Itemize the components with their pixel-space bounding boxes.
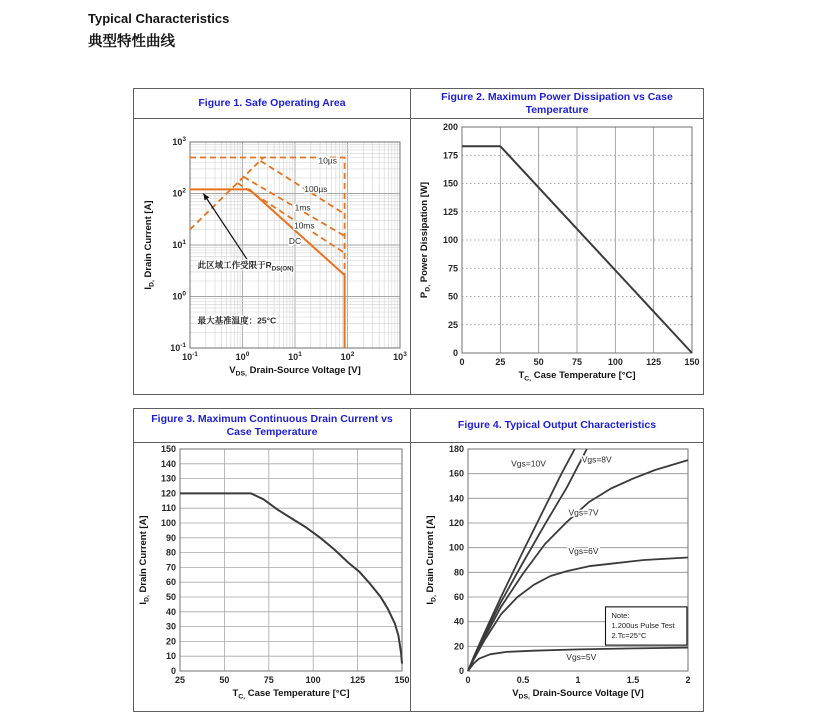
svg-text:1.5: 1.5 xyxy=(626,675,640,685)
svg-text:25: 25 xyxy=(174,675,186,685)
svg-text:50: 50 xyxy=(219,675,230,685)
svg-text:0: 0 xyxy=(465,675,471,685)
svg-text:0: 0 xyxy=(452,348,458,358)
svg-text:0: 0 xyxy=(458,666,464,676)
svg-text:125: 125 xyxy=(646,357,662,367)
svg-text:60: 60 xyxy=(453,592,464,602)
svg-text:PD, Power Dissipation [W]: $P_{D,}$ Power Dissipation [W] xyxy=(419,181,432,299)
svg-text:103: $10^3$ xyxy=(393,351,407,362)
svg-text:50: 50 xyxy=(447,291,458,302)
svg-text:101: $10^1$ xyxy=(288,351,302,362)
svg-text:140: 140 xyxy=(448,493,464,504)
svg-text:10µs: 10µs xyxy=(318,155,338,166)
svg-text:0: 0 xyxy=(170,666,176,676)
svg-text:90: 90 xyxy=(165,532,176,543)
svg-text:Vgs=7V: Vgs=7V xyxy=(568,507,599,518)
svg-text:120: 120 xyxy=(160,488,176,499)
fig3-series-id-derating xyxy=(180,493,402,663)
fig4-note-line: 1.200us Pulse Test xyxy=(611,620,675,630)
svg-text:100: 100 xyxy=(442,235,458,245)
svg-text:25: 25 xyxy=(447,319,458,330)
figure-3-title-cell xyxy=(134,409,411,443)
figure-4-title-cell xyxy=(411,409,703,443)
figure-2-chart xyxy=(411,119,703,394)
figure-4-title: Figure 4. Typical Output Characteristics xyxy=(457,419,657,432)
svg-text:150: 150 xyxy=(394,675,410,685)
svg-text:150: 150 xyxy=(442,178,458,189)
svg-text:101: $10^1$ xyxy=(172,239,186,250)
svg-text:160: 160 xyxy=(448,468,464,479)
figure-1-chart xyxy=(134,119,411,394)
fig4-note-line: Note: xyxy=(611,610,630,620)
svg-text:150: 150 xyxy=(160,444,176,454)
svg-text:50: 50 xyxy=(533,357,544,367)
svg-text:100: 100 xyxy=(305,675,321,685)
svg-text:VDS, Drain-Source Voltage [V]: $V_{DS,}$ Drain-Source Voltage [V] xyxy=(229,365,361,378)
svg-text:180: 180 xyxy=(448,444,464,454)
svg-text:ID, Drain Current [A]: $I_{D,}$ Drain Current [A] xyxy=(425,515,438,605)
svg-text:DC: DC xyxy=(288,235,302,246)
figure-1-chart-cell xyxy=(134,119,411,394)
svg-text:20: 20 xyxy=(453,641,464,652)
svg-text:2: 2 xyxy=(685,675,691,685)
fig3-tick-labels xyxy=(161,444,410,685)
svg-text:140: 140 xyxy=(160,458,176,469)
svg-text:ID, Drain Current [A]: $I_{D,}$ Drain Current [A] xyxy=(143,200,156,290)
svg-text:110: 110 xyxy=(161,503,176,514)
svg-text:40: 40 xyxy=(453,616,464,627)
fig4-note-line: 2.Tc=25°C xyxy=(611,630,647,640)
svg-text:ID, Drain Current [A]: $I_{D,}$ Drain Current [A] xyxy=(138,515,151,605)
svg-text:VDS, Drain-Source Voltage [V]: $V_{DS,}$ Drain-Source Voltage [V] xyxy=(512,688,644,701)
svg-text:100µs: 100µs xyxy=(304,183,328,194)
svg-text:75: 75 xyxy=(571,357,583,367)
figure-1-title: Figure 1. Safe Operating Area xyxy=(198,97,346,110)
svg-text:10ms: 10ms xyxy=(293,220,315,231)
svg-text:此区域工作受限于RDS(ON): 此区域工作受限于$R_{DS(ON)}$ xyxy=(197,259,294,273)
figure-4-chart-cell xyxy=(411,443,703,711)
svg-text:40: 40 xyxy=(165,606,176,617)
svg-text:20: 20 xyxy=(165,636,176,647)
fig2-grid xyxy=(462,127,692,353)
svg-text:1: 1 xyxy=(575,675,581,685)
svg-text:TC, Case Temperature [°C]: $T_{C,}$ Case Temperature [°C] xyxy=(232,688,350,701)
svg-text:50: 50 xyxy=(165,592,176,602)
svg-text:25: 25 xyxy=(495,357,506,367)
svg-text:0: 0 xyxy=(459,357,465,367)
charts-panel-top xyxy=(133,88,704,395)
svg-text:Vgs=10V: Vgs=10V xyxy=(511,458,546,469)
svg-text:150: 150 xyxy=(684,357,700,367)
svg-text:最大基准温度：25°C: 最大基准温度：25°C xyxy=(197,315,277,326)
figure-3-chart-cell xyxy=(134,443,411,711)
svg-text:200: 200 xyxy=(442,122,458,132)
svg-text:Vgs=6V: Vgs=6V xyxy=(568,545,599,556)
page-title: Typical Characteristics xyxy=(88,11,230,26)
svg-text:Vgs=5V: Vgs=5V xyxy=(566,651,597,662)
svg-text:10-1: $10^{-1}$ xyxy=(182,351,198,362)
svg-text:100: 100 xyxy=(448,542,464,553)
svg-text:0.5: 0.5 xyxy=(516,675,530,685)
svg-text:103: $10^3$ xyxy=(172,136,186,147)
figure-3-chart xyxy=(134,443,411,711)
svg-text:60: 60 xyxy=(165,577,176,588)
svg-text:175: 175 xyxy=(442,150,458,161)
svg-text:102: $10^2$ xyxy=(340,351,355,362)
charts-panel-bottom xyxy=(133,408,704,712)
figure-2-title-cell xyxy=(411,89,703,119)
svg-text:100: 100 xyxy=(160,518,176,528)
svg-text:75: 75 xyxy=(447,263,458,274)
svg-text:TC, Case Temperature [°C]: $T_{C,}$ Case Temperature [°C] xyxy=(518,370,636,383)
svg-text:125: 125 xyxy=(350,675,366,685)
svg-text:80: 80 xyxy=(165,547,176,558)
figure-3-title: Figure 3. Maximum Continuous Drain Current vs Case Temperature xyxy=(151,412,393,438)
svg-text:80: 80 xyxy=(453,567,464,578)
figure-4-chart xyxy=(411,443,703,711)
page-subtitle-cn: 典型特性曲线 xyxy=(88,34,175,50)
svg-text:100: $10^0$ xyxy=(235,351,250,362)
svg-text:10-1: $10^{-1}$ xyxy=(170,342,186,353)
figure-1-title-cell xyxy=(134,89,411,119)
svg-text:102: $10^2$ xyxy=(172,187,186,199)
svg-text:130: 130 xyxy=(160,473,176,484)
svg-text:100: $10^0$ xyxy=(172,290,186,302)
svg-text:10: 10 xyxy=(165,651,176,662)
figure-2-chart-cell xyxy=(411,119,703,394)
svg-text:75: 75 xyxy=(263,675,274,685)
fig3-grid xyxy=(180,449,402,671)
svg-text:Vgs=8V: Vgs=8V xyxy=(581,454,612,465)
svg-text:120: 120 xyxy=(448,518,464,528)
svg-text:1ms: 1ms xyxy=(294,202,311,213)
svg-text:100: 100 xyxy=(607,357,623,367)
fig2-tick-labels xyxy=(443,122,700,367)
svg-text:30: 30 xyxy=(165,621,176,632)
svg-text:70: 70 xyxy=(165,562,176,573)
figure-2-title: Figure 2. Maximum Power Dissipation vs Case Temperature xyxy=(441,90,673,116)
svg-text:125: 125 xyxy=(442,206,458,217)
